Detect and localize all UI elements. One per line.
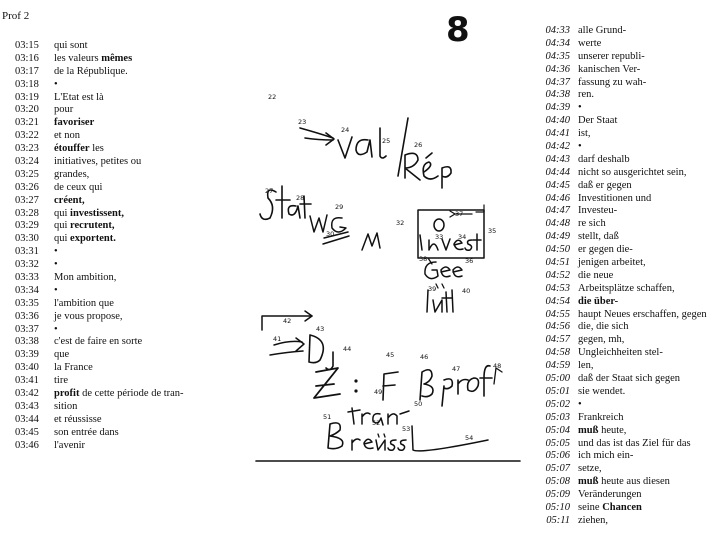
marker-number: 49 bbox=[374, 388, 383, 396]
line-text: tire bbox=[54, 375, 68, 387]
timestamp: 03:22 bbox=[15, 130, 39, 142]
timestamp: 05:07 bbox=[545, 463, 570, 475]
line-text: • bbox=[578, 141, 582, 153]
timestamp: 03:18 bbox=[15, 78, 39, 90]
line-text: que bbox=[54, 349, 70, 361]
timestamp: 05:01 bbox=[545, 385, 570, 397]
timestamp: 03:27 bbox=[15, 194, 39, 206]
timestamp: 03:42 bbox=[15, 388, 39, 400]
timestamp: 04:56 bbox=[545, 321, 570, 333]
marker-number: 40 bbox=[462, 287, 471, 295]
page-number: 8 bbox=[446, 10, 470, 50]
timestamp: 03:45 bbox=[15, 426, 39, 438]
timestamp: 03:19 bbox=[15, 91, 39, 103]
marker-number: 47 bbox=[452, 365, 461, 373]
line-text: qui investissent, bbox=[54, 207, 125, 219]
timestamp: 03:15 bbox=[15, 40, 39, 51]
timestamp: 03:31 bbox=[15, 246, 39, 258]
timestamp: 04:41 bbox=[545, 128, 570, 140]
timestamp: 04:47 bbox=[545, 205, 570, 217]
timestamp: 05:10 bbox=[545, 501, 570, 513]
timestamp: 04:38 bbox=[545, 89, 570, 101]
timestamp: 05:09 bbox=[545, 489, 570, 501]
timestamp: 04:49 bbox=[545, 231, 570, 243]
line-text: les valeurs mêmes bbox=[54, 52, 133, 64]
line-text: gegen, mh, bbox=[578, 334, 625, 346]
timestamp: 03:26 bbox=[15, 181, 39, 193]
timestamp: 04:45 bbox=[545, 179, 570, 191]
line-text: • bbox=[54, 78, 58, 90]
line-text: Frankreich bbox=[578, 411, 624, 423]
line-text: darf deshalb bbox=[578, 153, 630, 165]
line-text: ist, bbox=[578, 128, 591, 140]
marker-number: 35 bbox=[488, 227, 497, 235]
line-text: • bbox=[54, 284, 58, 296]
timestamp: 03:39 bbox=[15, 349, 39, 361]
timestamp: 04:34 bbox=[545, 37, 570, 49]
line-text: seine Chancen bbox=[578, 501, 642, 513]
timestamp: 04:40 bbox=[545, 115, 570, 127]
line-text: daß er gegen bbox=[578, 179, 632, 191]
line-text: Ungleichheiten stel- bbox=[578, 347, 663, 359]
marker-number: 27 bbox=[265, 187, 274, 195]
timestamp: 03:28 bbox=[15, 207, 39, 219]
line-text: kanischen Ver- bbox=[578, 63, 641, 75]
line-text: unserer republi- bbox=[578, 50, 645, 62]
marker-number: 29 bbox=[335, 203, 344, 211]
line-text: stellt, daß bbox=[578, 231, 619, 243]
timestamp: 05:02 bbox=[545, 398, 570, 410]
line-text: muß heute, bbox=[578, 424, 627, 436]
timestamp: 03:20 bbox=[15, 104, 39, 116]
marker-number: 43 bbox=[316, 325, 325, 333]
timestamp: 03:35 bbox=[15, 297, 39, 309]
marker-number: 48 bbox=[493, 362, 502, 370]
line-text: sie wendet. bbox=[578, 385, 626, 397]
line-text: fassung zu wah- bbox=[578, 76, 647, 88]
line-text: qui exportent. bbox=[54, 233, 116, 245]
timestamp: 04:44 bbox=[545, 166, 570, 178]
timestamp: 03:44 bbox=[15, 413, 39, 425]
timestamp: 04:57 bbox=[545, 334, 570, 346]
line-text: die über- bbox=[578, 295, 619, 307]
line-text: et réussisse bbox=[54, 413, 102, 425]
line-text: profit de cette période de tran- bbox=[54, 388, 184, 400]
line-text: je vous propose, bbox=[54, 310, 123, 322]
line-text: • bbox=[54, 323, 58, 335]
line-text: Veränderungen bbox=[578, 489, 642, 501]
marker-number: 37 bbox=[455, 210, 464, 218]
line-text: qui recrutent, bbox=[54, 220, 115, 232]
marker-number: 38 bbox=[419, 255, 428, 263]
line-text: favoriser bbox=[54, 117, 95, 129]
line-text: Investeu- bbox=[578, 205, 618, 217]
timestamp: 04:55 bbox=[545, 308, 570, 320]
timestamp: 04:51 bbox=[545, 257, 570, 269]
line-text: créent, bbox=[54, 194, 85, 206]
line-text: re sich bbox=[578, 218, 606, 230]
marker-number: 34 bbox=[458, 233, 467, 241]
line-text: • bbox=[54, 259, 58, 271]
marker-number: 26 bbox=[414, 141, 423, 149]
line-text: c'est de faire en sorte bbox=[54, 336, 143, 348]
marker-number: 45 bbox=[386, 351, 395, 359]
marker-number: 54 bbox=[465, 434, 474, 442]
timestamp: 04:33 bbox=[545, 25, 570, 36]
timestamp: 04:50 bbox=[545, 244, 570, 256]
line-text: son entrée dans bbox=[54, 426, 119, 438]
marker-number: 25 bbox=[382, 137, 391, 145]
timestamp: 04:58 bbox=[545, 347, 570, 359]
timestamp: 04:42 bbox=[545, 141, 570, 153]
timestamp: 03:23 bbox=[15, 143, 39, 155]
line-text: alle Grund- bbox=[578, 25, 627, 36]
marker-number: 39 bbox=[428, 285, 437, 293]
line-text: initiatives, petites ou bbox=[54, 156, 142, 168]
timestamp: 05:05 bbox=[545, 437, 570, 449]
line-text: Arbeitsplätze schaffen, bbox=[578, 282, 675, 294]
timestamp: 03:30 bbox=[15, 233, 39, 245]
marker-number: 22 bbox=[268, 93, 277, 101]
timestamp: 04:35 bbox=[545, 50, 570, 62]
timestamp: 05:11 bbox=[546, 514, 570, 526]
timestamp: 04:39 bbox=[545, 102, 570, 114]
line-text: nicht so ausgerichtet sein, bbox=[578, 166, 687, 178]
line-text: de la République. bbox=[54, 65, 128, 77]
marker-number: 23 bbox=[298, 118, 307, 126]
marker-number: 41 bbox=[273, 335, 282, 343]
line-text: setze, bbox=[578, 463, 602, 475]
timestamp: 03:41 bbox=[15, 375, 39, 387]
marker-number: 46 bbox=[420, 353, 429, 361]
marker-number: 24 bbox=[341, 126, 350, 134]
timestamp: 04:43 bbox=[545, 153, 570, 165]
page-label: Prof 2 bbox=[2, 10, 30, 22]
timestamp: 05:03 bbox=[545, 411, 570, 423]
line-text: grandes, bbox=[54, 168, 90, 180]
line-text: la France bbox=[54, 362, 93, 374]
line-text: ziehen, bbox=[578, 514, 609, 526]
timestamp: 05:08 bbox=[545, 476, 570, 488]
line-text: • bbox=[578, 102, 582, 114]
line-text: Investitionen und bbox=[578, 192, 652, 204]
timestamp: 03:38 bbox=[15, 336, 39, 348]
timestamp: 03:21 bbox=[15, 117, 39, 129]
timestamp: 03:25 bbox=[15, 168, 39, 180]
line-text: er gegen die- bbox=[578, 244, 633, 256]
marker-number: 32 bbox=[396, 219, 405, 227]
timestamp: 05:00 bbox=[545, 373, 570, 385]
line-text: étouffer les bbox=[54, 143, 104, 155]
marker-number: 44 bbox=[343, 345, 352, 353]
line-text: l'ambition que bbox=[54, 297, 114, 309]
timestamp: 04:37 bbox=[545, 76, 570, 88]
timestamp: 04:48 bbox=[545, 218, 570, 230]
timestamp: 03:33 bbox=[15, 272, 39, 284]
line-text: die, die sich bbox=[578, 321, 629, 333]
line-text: l'avenir bbox=[54, 439, 86, 451]
line-text: Der Staat bbox=[578, 115, 618, 127]
timestamp: 04:53 bbox=[545, 282, 570, 294]
timestamp: 03:40 bbox=[15, 362, 39, 374]
line-text: und das ist das Ziel für das bbox=[578, 437, 691, 449]
marker-number: 28 bbox=[296, 194, 305, 202]
line-text: L'Etat est là bbox=[54, 91, 104, 103]
timestamp: 03:29 bbox=[15, 220, 39, 232]
marker-number: 33 bbox=[435, 233, 444, 241]
timestamp: 03:43 bbox=[15, 400, 39, 412]
line-text: ich mich ein- bbox=[578, 450, 634, 462]
line-text: Mon ambition, bbox=[54, 272, 117, 284]
marker-number: 42 bbox=[283, 317, 292, 325]
timestamp: 03:34 bbox=[15, 284, 39, 296]
line-text: daß der Staat sich gegen bbox=[578, 373, 681, 385]
marker-number: 50 bbox=[414, 400, 423, 408]
timestamp: 04:52 bbox=[545, 269, 570, 281]
timestamp: 04:36 bbox=[545, 63, 570, 75]
line-text: • bbox=[578, 398, 582, 410]
line-text: jenigen arbeitet, bbox=[578, 257, 646, 269]
timestamp: 03:32 bbox=[15, 259, 39, 271]
line-text: pour bbox=[54, 104, 74, 116]
line-text: • bbox=[54, 246, 58, 258]
line-text: muß heute aus diesen bbox=[578, 476, 670, 488]
timestamp: 03:16 bbox=[15, 52, 39, 64]
line-text: de ceux qui bbox=[54, 181, 103, 193]
timestamp: 05:04 bbox=[545, 424, 570, 436]
marker-number: 51 bbox=[323, 413, 332, 421]
line-text: werte bbox=[578, 37, 602, 49]
marker-number: 53 bbox=[402, 425, 411, 433]
timestamp: 05:06 bbox=[545, 450, 570, 462]
timestamp: 03:24 bbox=[15, 156, 39, 168]
line-text: sition bbox=[54, 400, 78, 412]
line-text: die neue bbox=[578, 269, 614, 281]
line-text: haupt Neues erschaffen, gegen bbox=[578, 308, 707, 320]
timestamp: 03:17 bbox=[15, 65, 39, 77]
timestamp: 04:46 bbox=[545, 192, 570, 204]
marker-number: 36 bbox=[465, 257, 474, 265]
marker-number: 52 bbox=[372, 419, 381, 427]
line-text: len, bbox=[578, 360, 594, 372]
timestamp: 03:37 bbox=[15, 323, 39, 335]
timestamp: 04:59 bbox=[545, 360, 570, 372]
marker-number: 30 bbox=[326, 230, 335, 238]
timestamp: 03:46 bbox=[15, 439, 39, 451]
timestamp: 03:36 bbox=[15, 310, 39, 322]
line-text: et non bbox=[54, 130, 80, 142]
line-text: ren. bbox=[578, 89, 595, 101]
timestamp: 04:54 bbox=[545, 295, 570, 307]
line-text: qui sont bbox=[54, 40, 88, 51]
